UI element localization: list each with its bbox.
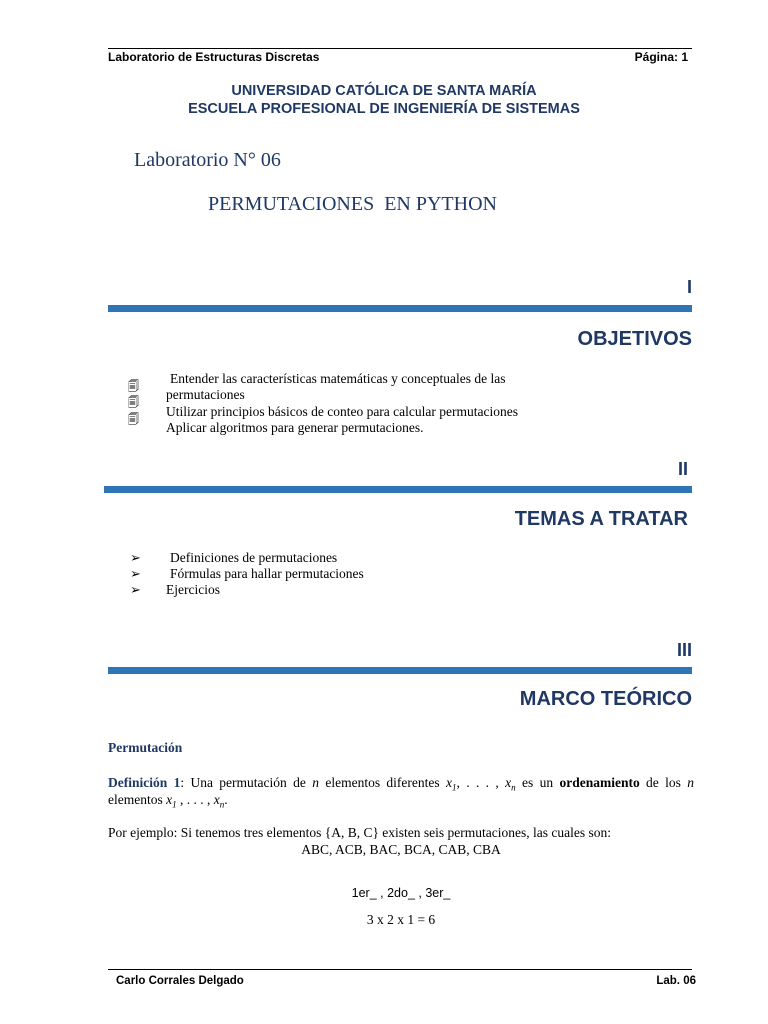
arrow-bullet-icon: ➢ [130, 566, 141, 581]
footer-rule [108, 969, 692, 970]
section-title-marco: MARCO TEÓRICO [519, 688, 692, 710]
footer-author: Carlo Corrales Delgado [116, 975, 244, 987]
subheading-permutacion: Permutación [108, 740, 183, 755]
math-n: n [312, 775, 319, 790]
arrow-bullet-icon: ➢ [130, 582, 141, 597]
definition-text: : Una permutación de [180, 775, 313, 790]
objective-3: Aplicar algoritmos para generar permutaciones. [166, 420, 424, 435]
math-subscript: 1 [452, 782, 457, 793]
objective-2: Utilizar principios básicos de conteo para calcular permutaciones [166, 404, 518, 419]
topic-1: Definiciones de permutaciones [170, 550, 338, 565]
math-x: x [446, 775, 452, 790]
product-formula: 3 x 2 x 1 = 6 [366, 912, 436, 927]
school-name: ESCUELA PROFESIONAL DE INGENIERÍA DE SISTEMAS [188, 101, 580, 117]
lab-topic: PERMUTACIONES EN PYTHON [208, 193, 497, 215]
math-subscript: n [511, 782, 516, 793]
definition-line-2 [108, 792, 228, 810]
positions-label: 1er_ , 2do_ , 3er_ [351, 886, 451, 900]
section-divider-1 [108, 305, 692, 312]
example-text: Por ejemplo: Si tenemos tres elementos {A, B, C} existen seis permutaciones, las cuales son: [108, 825, 611, 840]
topic-3: Ejercicios [166, 582, 220, 597]
objective-1-line2: permutaciones [166, 387, 245, 402]
university-block [0, 82, 768, 118]
definition-text: de los [639, 775, 688, 790]
math-x: x [213, 792, 220, 807]
definition-text: es un [515, 775, 560, 790]
definition-emphasis: ordenamiento [559, 775, 640, 790]
ellipsis: , . . . , [456, 775, 506, 790]
definition-text: . [224, 792, 228, 807]
section-title-objetivos: OBJETIVOS [577, 328, 692, 350]
section-title-temas: TEMAS A TRATAR [514, 508, 688, 530]
section-divider-2 [104, 486, 692, 493]
definition-label: Definición 1 [108, 775, 181, 790]
math-x: x [505, 775, 512, 790]
math-x: x [166, 792, 173, 807]
section-number-2: II [677, 459, 688, 479]
section-divider-3 [108, 667, 692, 674]
math-subscript: n [219, 799, 225, 810]
section-number-1: I [686, 277, 692, 297]
math-n: n [687, 775, 695, 790]
bullet-icon: 🗐 [128, 381, 139, 393]
definition-line-1 [108, 775, 694, 793]
permutations-list: ABC, ACB, BAC, BCA, CAB, CBA [301, 842, 501, 857]
topic-2: Fórmulas para hallar permutaciones [170, 566, 364, 581]
objective-1-line1: Entender las características matemáticas y conceptuales de las [170, 371, 506, 386]
header-page: Página: 1 [634, 50, 688, 64]
definition-text: elementos diferentes [318, 775, 446, 790]
math-subscript: 1 [172, 799, 177, 810]
header-top-rule [108, 48, 692, 49]
ellipsis: , . . . , [176, 792, 214, 807]
lab-number: Laboratorio N° 06 [134, 149, 281, 171]
footer-lab: Lab. 06 [656, 975, 696, 987]
section-number-3: III [676, 640, 692, 660]
arrow-bullet-icon: ➢ [130, 550, 141, 565]
university-name: UNIVERSIDAD CATÓLICA DE SANTA MARÍA [231, 83, 537, 99]
bullet-icon: 🗐 [128, 414, 139, 426]
definition-text: elementos [108, 792, 167, 807]
header-left: Laboratorio de Estructuras Discretas [108, 50, 320, 64]
bullet-icon: 🗐 [128, 397, 139, 409]
